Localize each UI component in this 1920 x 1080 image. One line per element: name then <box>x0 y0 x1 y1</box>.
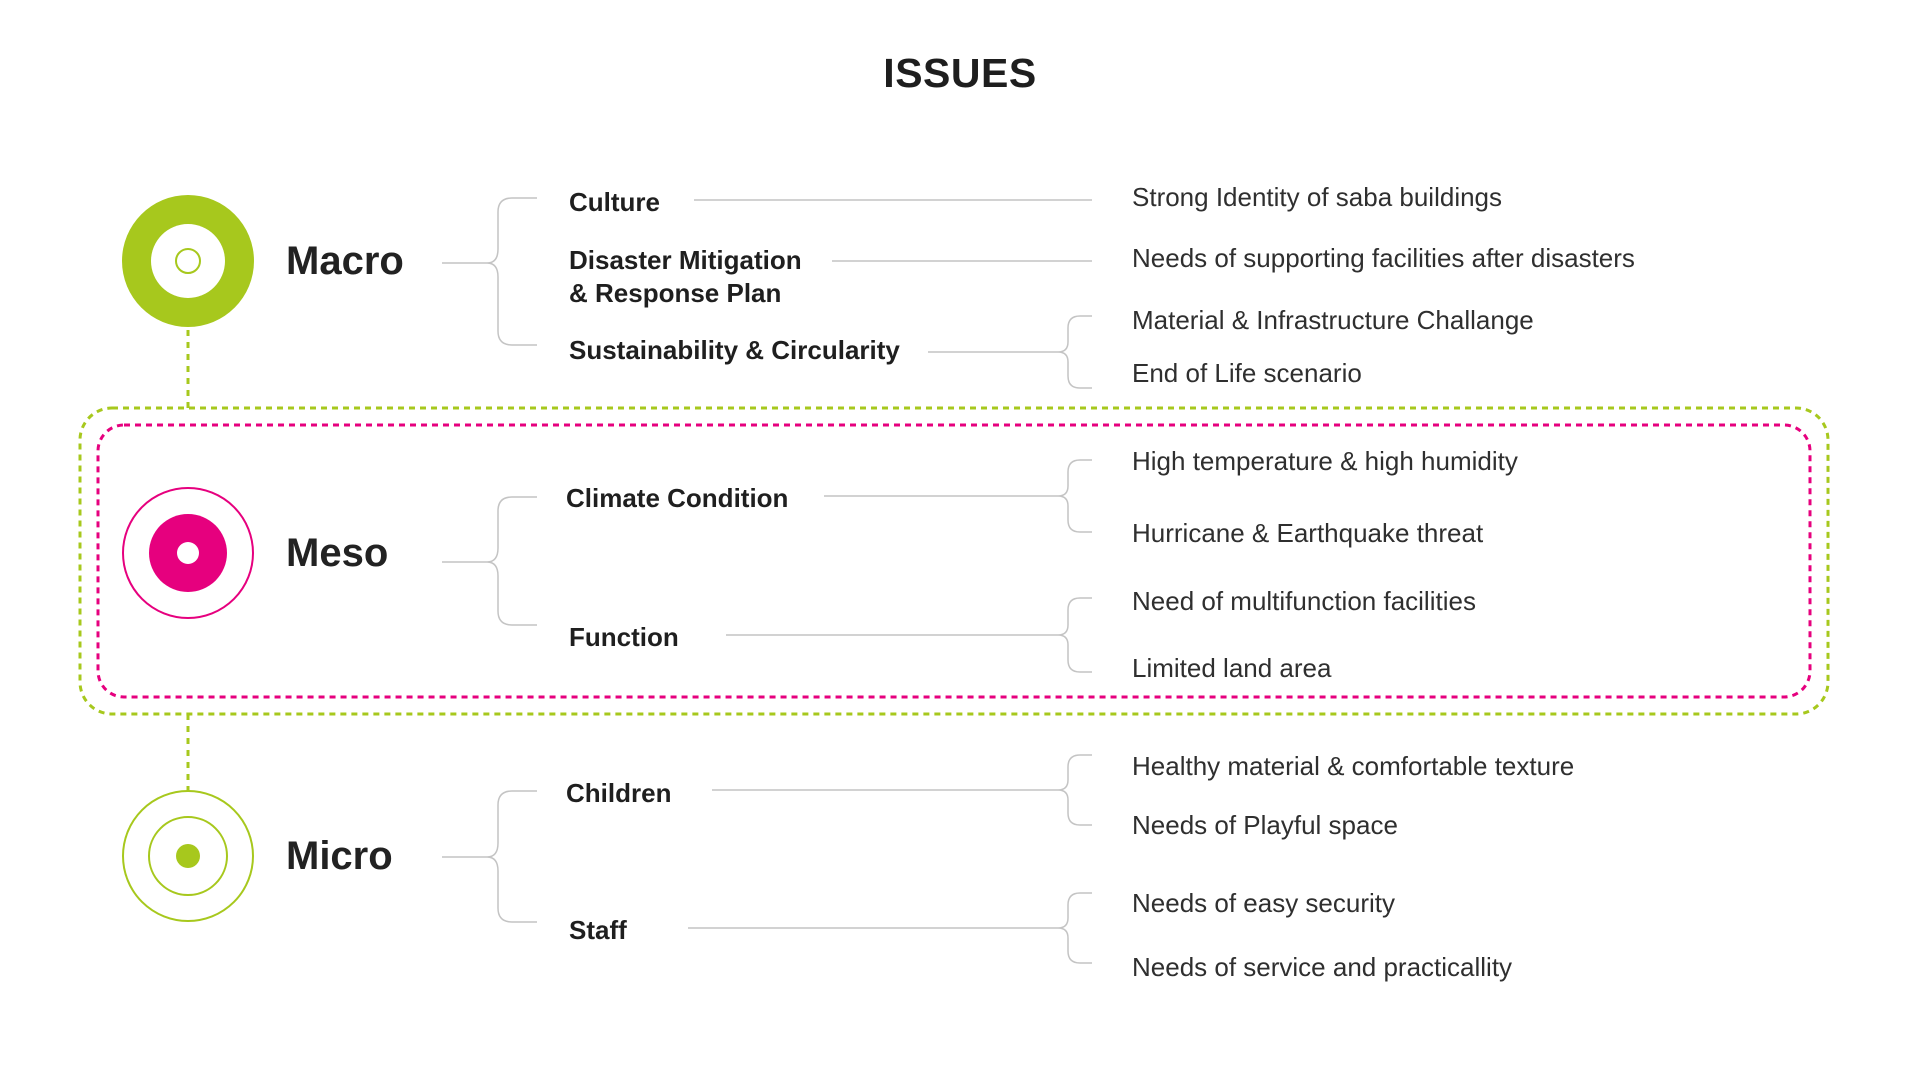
micro-brace <box>487 791 537 922</box>
category-culture: Culture <box>569 187 660 217</box>
issue-item: Strong Identity of saba buildings <box>1132 182 1503 212</box>
issue-item: Healthy material & comfortable texture <box>1132 751 1575 781</box>
climate-brace <box>1058 460 1092 532</box>
level-label-meso: Meso <box>286 531 389 575</box>
issue-item: Needs of supporting facilities after disasters <box>1132 243 1635 273</box>
issue-item: End of Life scenario <box>1132 358 1362 388</box>
category-disaster-mitigation <box>569 244 802 310</box>
issue-item: Need of multifunction facilities <box>1132 586 1476 616</box>
children-brace <box>1058 755 1092 825</box>
category-line: Disaster Mitigation <box>569 245 802 275</box>
issue-item: Needs of Playful space <box>1132 810 1398 840</box>
issue-item: Limited land area <box>1132 653 1332 683</box>
staff-brace <box>1058 893 1092 963</box>
issue-item: Material & Infrastructure Challange <box>1132 305 1534 335</box>
concentric-circles-icon <box>123 791 253 921</box>
macro-brace <box>487 198 537 345</box>
target-icon <box>123 488 253 618</box>
sustainability-brace <box>1058 316 1092 388</box>
category-staff: Staff <box>569 915 627 945</box>
issue-item: High temperature & high humidity <box>1132 446 1518 476</box>
category-line: & Response Plan <box>569 278 782 308</box>
issue-item: Hurricane & Earthquake threat <box>1132 518 1484 548</box>
filled-ring-icon <box>122 195 254 327</box>
category-children: Children <box>566 778 672 808</box>
category-sustainability: Sustainability & Circularity <box>569 335 900 365</box>
page-title: ISSUES <box>883 50 1037 96</box>
level-label-micro: Micro <box>286 834 393 878</box>
category-climate-condition: Climate Condition <box>566 483 789 513</box>
issue-item: Needs of easy security <box>1132 888 1396 918</box>
issue-item: Needs of service and practicallity <box>1132 952 1513 982</box>
level-label-macro: Macro <box>286 239 404 283</box>
function-brace <box>1058 598 1092 672</box>
category-function: Function <box>569 622 679 652</box>
meso-brace <box>487 497 537 625</box>
